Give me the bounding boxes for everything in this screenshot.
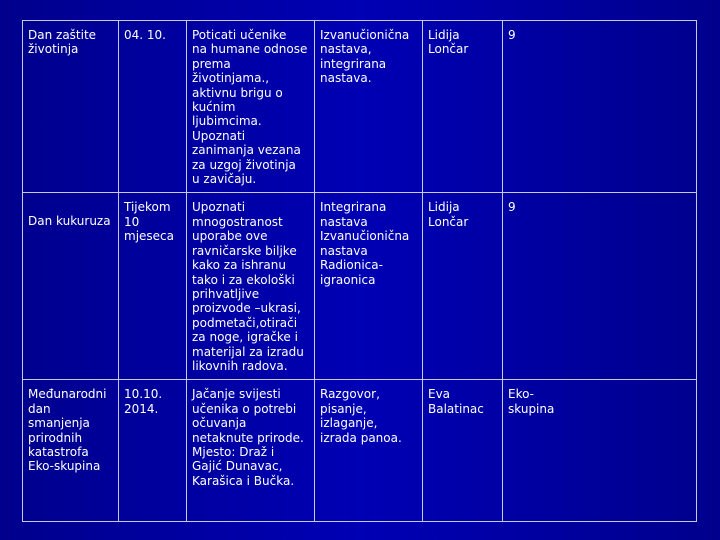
event-leader: Lidija Lončar	[428, 200, 469, 229]
event-leader: Lidija Lončar	[428, 28, 469, 57]
event-methods: Razgovor, pisanje, izlaganje, izrada panoa.	[320, 387, 402, 445]
event-grade: Eko- skupina	[508, 387, 555, 416]
event-name: Dan zaštite životinja	[28, 28, 97, 57]
table-row	[23, 193, 697, 380]
table-row	[23, 380, 697, 522]
event-cell	[23, 21, 119, 193]
goals-cell	[187, 193, 315, 380]
event-date: 10.10. 2014.	[124, 387, 163, 416]
event-name: Dan kukuruza	[28, 214, 111, 229]
event-leader: Eva Balatinac	[428, 387, 484, 416]
event-name: Međunarodni dan smanjenja prirodnih katastrofa Eko-skupina	[28, 387, 107, 474]
goals-cell	[187, 21, 315, 193]
date-cell	[119, 21, 187, 193]
event-date: 04. 10.	[124, 28, 166, 42]
event-goals: Poticati učenike na humane odnose prema životinjama., aktivnu brigu o kućnim ljubimcima. Upoznati zanimanja vezana za uzgoj životinja u zavičaju.	[192, 28, 308, 187]
event-cell	[23, 380, 119, 522]
date-cell	[119, 380, 187, 522]
event-methods: Integrirana nastava Izvanučionična nastava Radionica- igraonica	[320, 200, 410, 287]
table-row	[23, 21, 697, 193]
event-grade: 9	[508, 200, 516, 215]
leader-cell	[423, 380, 503, 522]
methods-cell	[315, 380, 423, 522]
event-methods: Izvanučionična nastava, integrirana nastava.	[320, 28, 410, 86]
methods-cell	[315, 21, 423, 193]
event-goals: Jačanje svijesti učenika o potrebi očuvanja netaknute prirode. Mjesto: Draž i Gajić Dunavac, Karašica i Bučka.	[192, 387, 304, 488]
event-cell	[23, 193, 119, 380]
event-date: Tijekom 10 mjeseca	[124, 200, 174, 244]
leader-cell	[423, 193, 503, 380]
leader-cell	[423, 21, 503, 193]
grade-cell	[503, 380, 697, 522]
event-goals: Upoznati mnogostranost uporabe ove ravničarske biljke kako za ishranu tako i za ekološki prihvatljive proizvode –ukrasi, podmetači,otirači za noge, igračke i materijal za izradu likovnih radova.	[192, 200, 304, 373]
event-grade: 9	[508, 28, 516, 42]
activity-plan-table	[22, 20, 697, 522]
date-cell	[119, 193, 187, 380]
methods-cell	[315, 193, 423, 380]
grade-cell	[503, 193, 697, 380]
grade-cell	[503, 21, 697, 193]
goals-cell	[187, 380, 315, 522]
